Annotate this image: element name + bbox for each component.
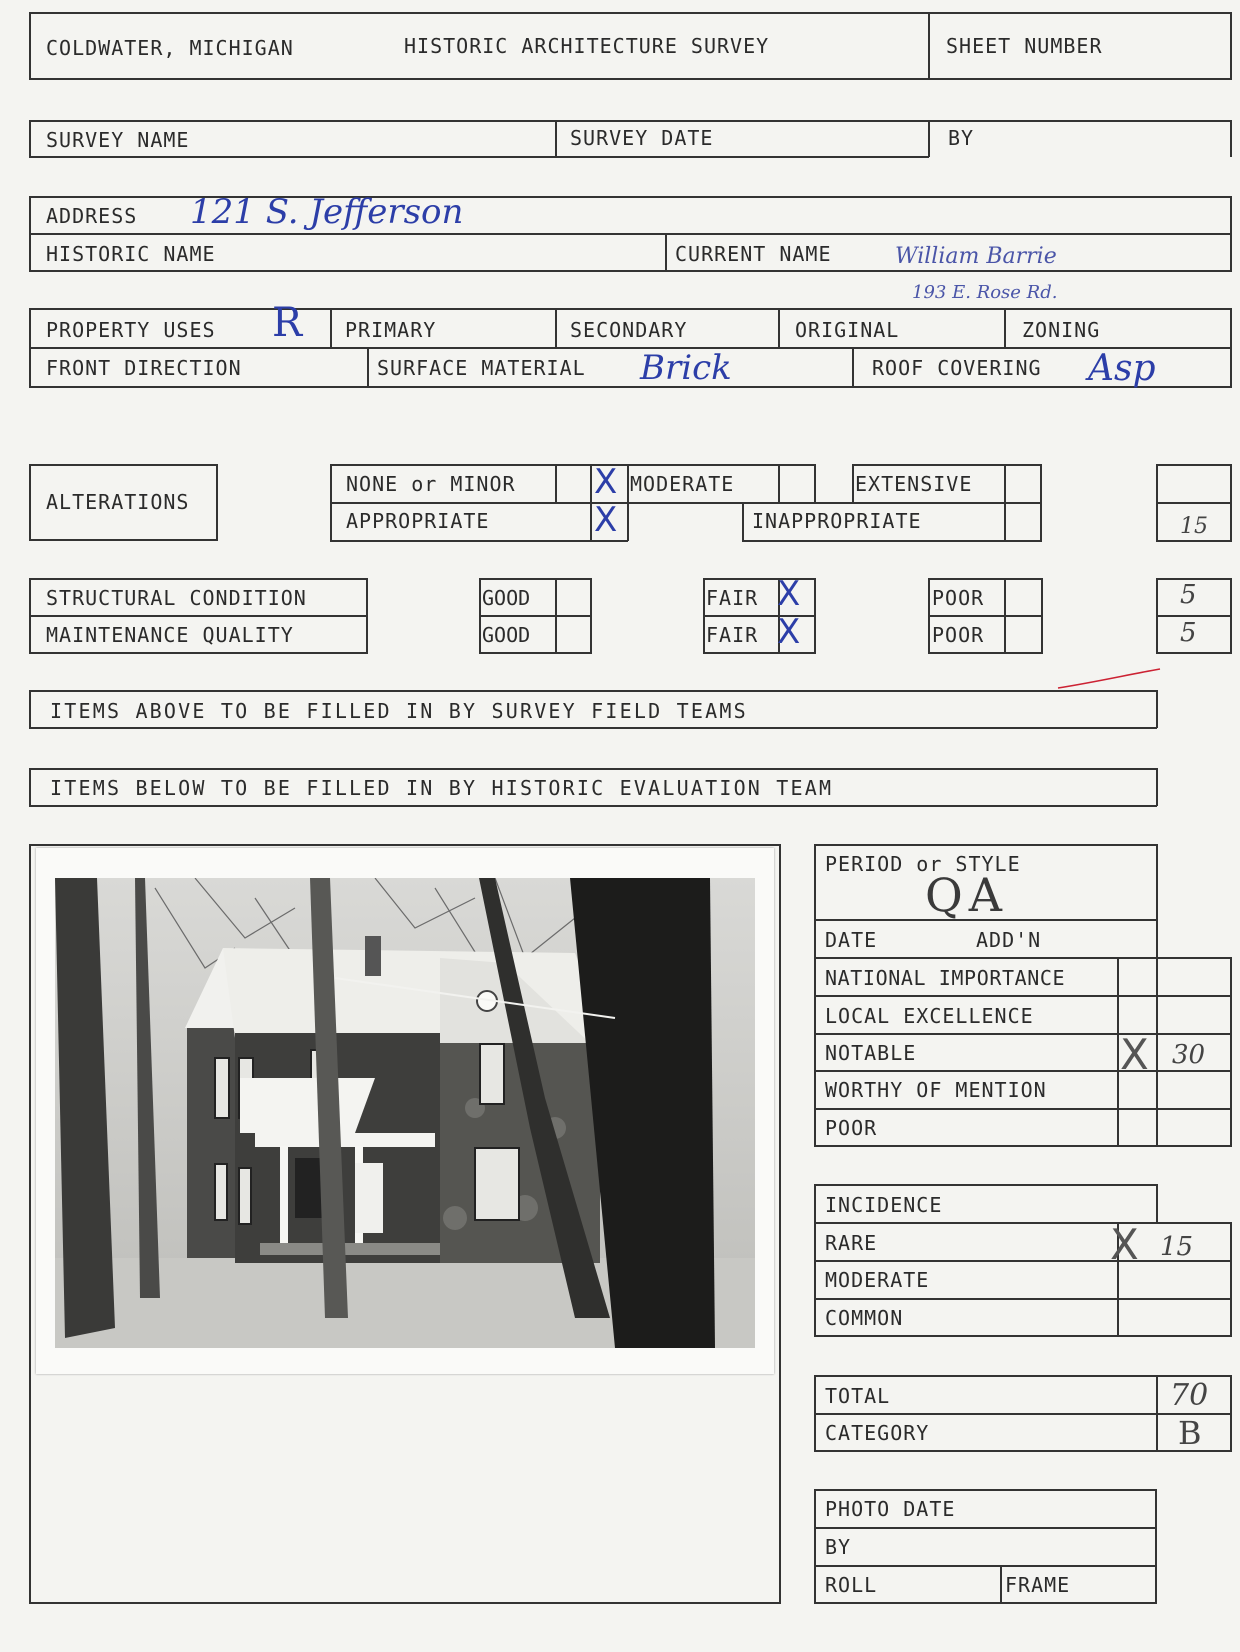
alt-inappropriate-label: INAPPROPRIATE [752,509,922,533]
primary-label: PRIMARY [345,318,437,342]
address-value: 121 S. Jefferson [190,192,464,232]
note-below: ITEMS BELOW TO BE FILLED IN BY HISTORIC EVALUATION TEAM [50,776,834,800]
category-label: CATEGORY [825,1421,930,1445]
city-label: COLDWATER, MICHIGAN [46,36,294,60]
addn-label: ADD'N [976,928,1042,952]
alt-appropriate-label: APPROPRIATE [346,509,490,533]
building-photo [36,848,774,1374]
surface-material-label: SURFACE MATERIAL [377,356,586,380]
red-pencil-mark [1056,666,1162,692]
address-label: ADDRESS [46,204,138,228]
alt-moderate-label: MODERATE [630,472,735,496]
rare-score: 15 [1160,1232,1194,1262]
structural-poor-label: POOR [932,586,985,610]
notable-check: X [1120,1030,1149,1079]
worthy-of-mention-label: WORTHY OF MENTION [825,1078,1047,1102]
form-title: HISTORIC ARCHITECTURE SURVEY [404,34,770,58]
roof-covering-label: ROOF COVERING [872,356,1042,380]
surface-material-value: Brick [640,348,732,388]
survey-date-label: SURVEY DATE [570,126,714,150]
zoning-label: ZONING [1022,318,1101,342]
structural-score: 5 [1180,580,1197,610]
roof-covering-value: Asp [1088,348,1156,389]
current-name-value: William Barrie [895,244,1057,269]
alt-none-minor-check: X [594,462,618,502]
date-label: DATE [825,928,878,952]
frame-label: FRAME [1005,1573,1071,1597]
original-label: ORIGINAL [795,318,900,342]
local-excellence-label: LOCAL EXCELLENCE [825,1004,1034,1028]
alt-appropriate-check: X [594,500,618,540]
common-label: COMMON [825,1306,904,1330]
incidence-label: INCIDENCE [825,1193,943,1217]
survey-by-label: BY [948,126,975,150]
photo-by-label: BY [825,1535,852,1559]
period-style-label: PERIOD or STYLE [825,852,1021,876]
photo-date-label: PHOTO DATE [825,1497,956,1521]
alterations-score: 15 [1180,514,1208,539]
property-uses-value: R [272,300,303,346]
period-style-value: QA [925,868,1008,922]
notable-label: NOTABLE [825,1041,917,1065]
maintenance-good-label: GOOD [482,623,531,647]
maintenance-score: 5 [1180,618,1197,648]
eval-poor-label: POOR [825,1116,878,1140]
structural-good-label: GOOD [482,586,531,610]
maintenance-fair-label: FAIR [706,623,759,647]
alt-none-minor-label: NONE or MINOR [346,472,516,496]
property-uses-label: PROPERTY USES [46,318,216,342]
rare-check: X [1110,1220,1139,1269]
structural-condition-label: STRUCTURAL CONDITION [46,586,307,610]
maintenance-poor-label: POOR [932,623,985,647]
alt-extensive-label: EXTENSIVE [855,472,973,496]
incidence-moderate-label: MODERATE [825,1268,930,1292]
survey-name-label: SURVEY NAME [46,128,190,152]
structural-fair-check: X [777,574,801,614]
category-value: B [1178,1414,1202,1452]
roll-label: ROLL [825,1573,878,1597]
note-above: ITEMS ABOVE TO BE FILLED IN BY SURVEY FIELD TEAMS [50,699,748,723]
total-label: TOTAL [825,1384,891,1408]
notable-score: 30 [1172,1040,1206,1070]
secondary-label: SECONDARY [570,318,688,342]
total-value: 70 [1170,1378,1209,1413]
sheet-number-label: SHEET NUMBER [946,34,1103,58]
structural-fair-label: FAIR [706,586,759,610]
front-direction-label: FRONT DIRECTION [46,356,242,380]
historic-name-label: HISTORIC NAME [46,242,216,266]
national-importance-label: NATIONAL IMPORTANCE [825,966,1066,990]
maintenance-fair-check: X [777,612,801,652]
alterations-label: ALTERATIONS [46,490,190,514]
current-name-label: CURRENT NAME [675,242,832,266]
maintenance-quality-label: MAINTENANCE QUALITY [46,623,294,647]
current-name-note: 193 E. Rose Rd. [912,282,1058,303]
rare-label: RARE [825,1231,878,1255]
